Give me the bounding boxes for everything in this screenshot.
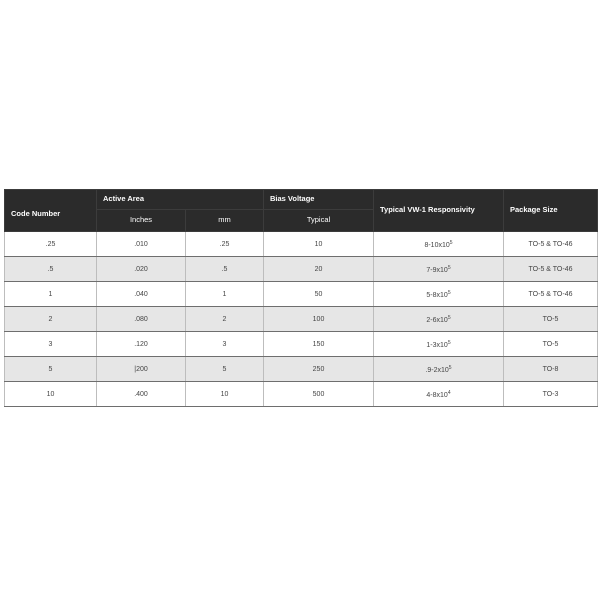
- table-row: [5, 307, 598, 332]
- cell-mm: 10: [186, 382, 264, 407]
- table-row: [5, 382, 598, 407]
- table-row: [5, 282, 598, 307]
- table-row: [5, 257, 598, 282]
- cell-responsivity: [374, 307, 504, 332]
- cell-code-number: 1: [5, 282, 97, 307]
- cell-inches: .080: [97, 307, 186, 332]
- cell-responsivity: [374, 232, 504, 257]
- cell-mm: 2: [186, 307, 264, 332]
- responsivity-base: .9-2x10: [425, 366, 449, 374]
- cell-responsivity: [374, 332, 504, 357]
- cell-bias-voltage: 20: [264, 257, 374, 282]
- responsivity-exponent: 5: [447, 289, 451, 296]
- header-typical: Typical: [264, 210, 374, 232]
- cell-package-size: TO-5 & TO-46: [504, 282, 598, 307]
- cell-inches: .020: [97, 257, 186, 282]
- responsivity-base: 2-6x10: [426, 316, 448, 324]
- spec-table: [4, 189, 598, 407]
- header-package-size: Package Size: [504, 190, 598, 232]
- cell-bias-voltage: 100: [264, 307, 374, 332]
- header-active-area: Active Area: [97, 190, 264, 210]
- responsivity-exponent: 5: [447, 339, 451, 346]
- header-mm: mm: [186, 210, 264, 232]
- cell-package-size: TO-3: [504, 382, 598, 407]
- responsivity-base: 5-8x10: [426, 291, 448, 299]
- responsivity-base: 7-9x10: [426, 266, 448, 274]
- header-responsivity: Typical VW-1 Responsivity: [374, 190, 504, 232]
- cell-package-size: TO-5: [504, 332, 598, 357]
- cell-responsivity: [374, 382, 504, 407]
- table-header: [5, 190, 598, 232]
- cell-inches: .400: [97, 382, 186, 407]
- table-row: [5, 332, 598, 357]
- responsivity-exponent: 5: [448, 364, 452, 371]
- cell-package-size: TO-5 & TO-46: [504, 257, 598, 282]
- cell-inches: |200: [97, 357, 186, 382]
- cell-inches: .040: [97, 282, 186, 307]
- header-code-number: Code Number: [5, 190, 97, 232]
- cell-mm: 1: [186, 282, 264, 307]
- cell-bias-voltage: 500: [264, 382, 374, 407]
- cell-code-number: 5: [5, 357, 97, 382]
- cell-bias-voltage: 50: [264, 282, 374, 307]
- header-inches: Inches: [97, 210, 186, 232]
- cell-responsivity: [374, 357, 504, 382]
- cell-bias-voltage: 250: [264, 357, 374, 382]
- responsivity-exponent: 4: [447, 389, 451, 396]
- responsivity-exponent: 5: [447, 314, 451, 321]
- cell-mm: 3: [186, 332, 264, 357]
- cell-responsivity: [374, 257, 504, 282]
- cell-responsivity: [374, 282, 504, 307]
- cell-code-number: .25: [5, 232, 97, 257]
- cell-inches: .010: [97, 232, 186, 257]
- table-row: [5, 232, 598, 257]
- cell-bias-voltage: 10: [264, 232, 374, 257]
- cell-package-size: TO-5 & TO-46: [504, 232, 598, 257]
- responsivity-base: 1-3x10: [426, 341, 448, 349]
- table-row: [5, 357, 598, 382]
- cell-mm: .25: [186, 232, 264, 257]
- cell-inches: .120: [97, 332, 186, 357]
- responsivity-base: 8-10x10: [424, 241, 450, 249]
- responsivity-exponent: 5: [447, 264, 451, 271]
- cell-mm: .5: [186, 257, 264, 282]
- cell-mm: 5: [186, 357, 264, 382]
- cell-package-size: TO-5: [504, 307, 598, 332]
- cell-code-number: 10: [5, 382, 97, 407]
- table-body: [5, 232, 598, 407]
- responsivity-exponent: 5: [449, 239, 453, 246]
- cell-package-size: TO-8: [504, 357, 598, 382]
- cell-code-number: 2: [5, 307, 97, 332]
- cell-code-number: 3: [5, 332, 97, 357]
- responsivity-base: 4-8x10: [426, 391, 448, 399]
- cell-code-number: .5: [5, 257, 97, 282]
- cell-bias-voltage: 150: [264, 332, 374, 357]
- header-bias-voltage: Bias Voltage: [264, 190, 374, 210]
